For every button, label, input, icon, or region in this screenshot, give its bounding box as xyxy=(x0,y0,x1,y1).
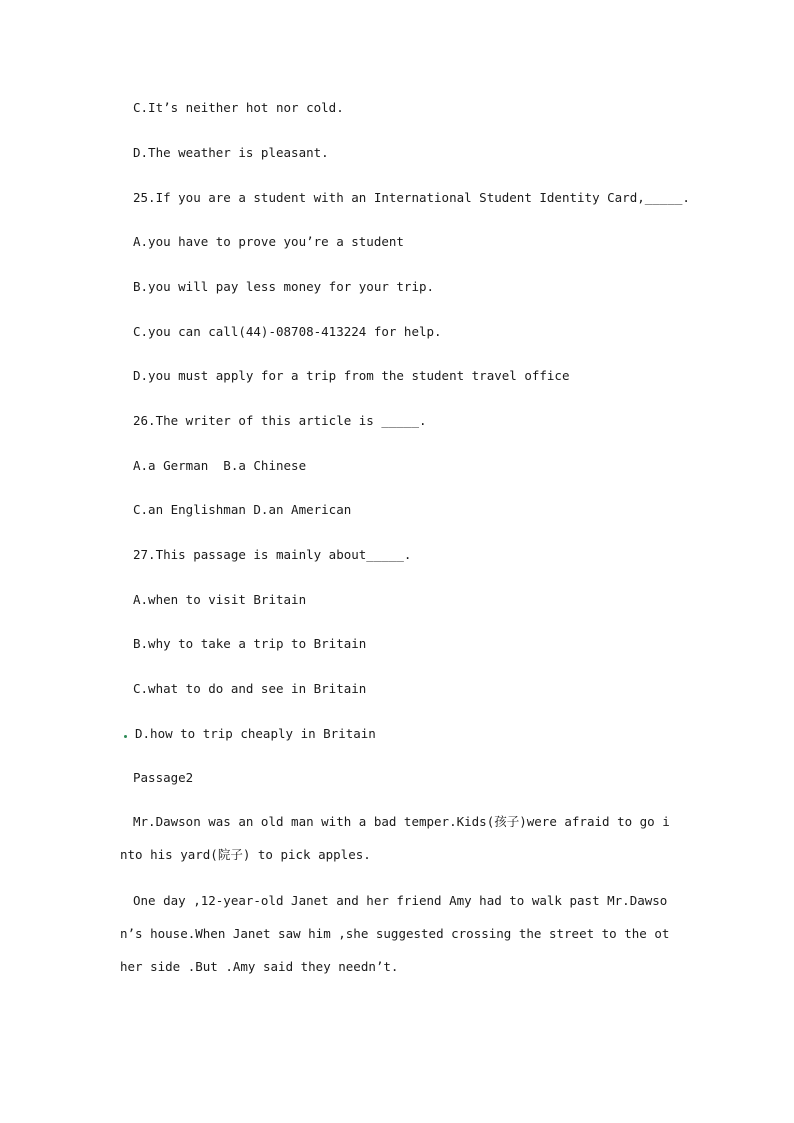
passage2-heading: Passage2 xyxy=(133,770,194,785)
q25-option-d: D.you must apply for a trip from the student travel office xyxy=(133,368,570,383)
q25-option-c: C.you can call(44)-08708-413224 for help. xyxy=(133,324,442,339)
passage2-paragraph-1: Mr.Dawson was an old man with a bad temper.Kids(孩子)were afraid to go into his yard(院子) to pick apples. xyxy=(120,814,670,862)
q24-option-d: D.The weather is pleasant. xyxy=(133,145,329,160)
q26-options-ab: A.a German B.a Chinese xyxy=(133,458,307,473)
q25-question: 25.If you are a student with an International Student Identity Card,_____. xyxy=(133,190,690,205)
q24-option-c: C.It’s neither hot nor cold. xyxy=(133,100,344,115)
q27-option-d: D.how to trip cheaply in Britain xyxy=(135,726,376,741)
q26-options-cd: C.an Englishman D.an American xyxy=(133,502,352,517)
q27-option-a: A.when to visit Britain xyxy=(133,592,307,607)
q27-question: 27.This passage is mainly about_____. xyxy=(133,547,412,562)
q25-option-b: B.you will pay less money for your trip. xyxy=(133,279,435,294)
margin-dot-marker xyxy=(124,735,127,738)
q27-option-c: C.what to do and see in Britain xyxy=(133,681,367,696)
passage2-paragraph-2: One day ,12-year-old Janet and her friend Amy had to walk past Mr.Dawson’s house.When Janet saw him ,she suggested crossing the street to the other side .But .Amy said they needn’t. xyxy=(120,893,670,974)
q27-option-b: B.why to take a trip to Britain xyxy=(133,636,367,651)
q26-question: 26.The writer of this article is _____. xyxy=(133,413,427,428)
q25-option-a: A.you have to prove you’re a student xyxy=(133,234,404,249)
